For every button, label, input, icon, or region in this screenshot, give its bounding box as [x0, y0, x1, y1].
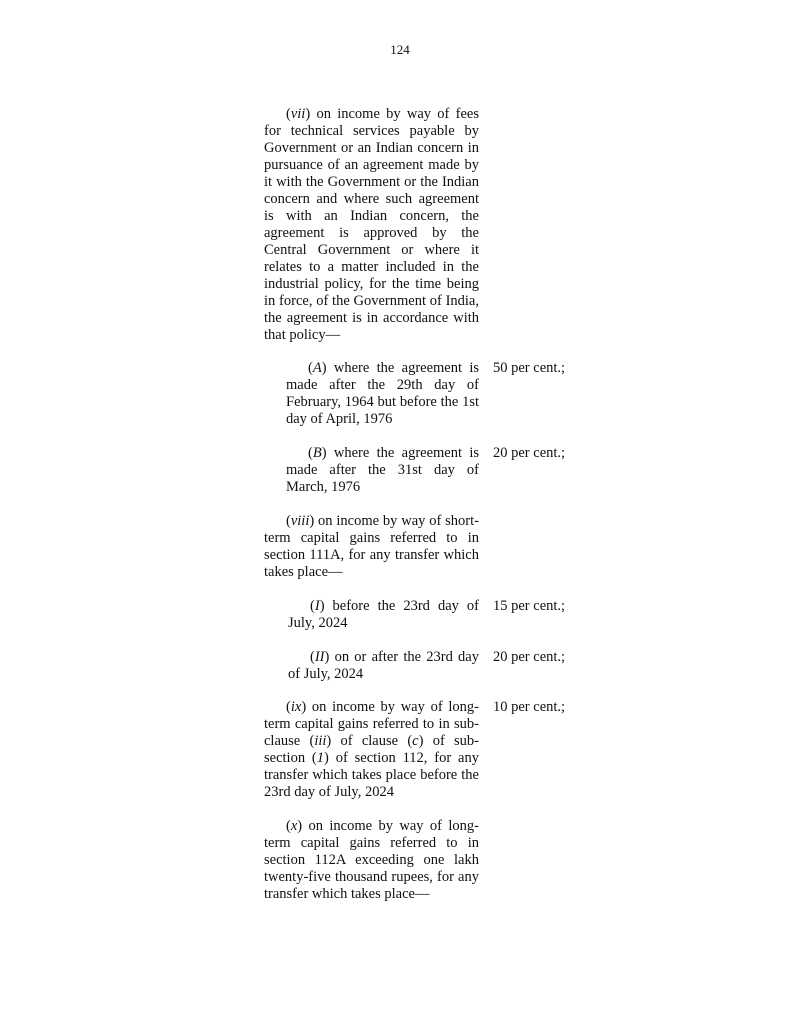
clause-ix: (ix) on income by way of long-term capital gains referred to in sub-clause (iii) of clause (c) of sub-section (1) of section 112, for any transfer which takes place before the 23rd day of July, 2024	[264, 699, 480, 800]
clause-x: (x) on income by way of long-term capital gains referred to in section 112A exceeding one lakh twenty-five thousand rupees, for any transfer which takes place—	[264, 818, 479, 902]
clause-ix-text-2: ) of clause (	[326, 733, 413, 749]
subclause-vii-b-marker: B	[312, 445, 322, 461]
subclause-viii-ii-marker: II	[314, 649, 325, 665]
clause-viii-text: on income by way of short-term capital gains referred to in section 111A, for any transfer which takes place—	[264, 513, 479, 580]
page-number: 124	[390, 42, 410, 57]
clause-x-text: on income by way of long-term capital gains referred to in section 112A exceeding one lakh twenty-five thousand rupees, for any transfer which takes place—	[264, 818, 479, 902]
clause-ix-marker: ix	[290, 699, 302, 715]
clause-ix-ref-clause: c	[412, 733, 419, 749]
subclause-viii-i-marker: I	[314, 598, 320, 614]
clause-vii-text: on income by way of fees for technical services payable by Government or an Indian concern in pursuance of an agreement made by it with the Government or the Indian concern and where such agreement is with an Indian concern, the agreement is approved by the Central Government or where it relates to a matter included in the industrial policy, for the time being in force, of the Government of India, the agreement is in accordance with that policy—	[264, 106, 479, 343]
rate-viii-i: 15 per cent.;	[493, 598, 566, 614]
clause-ix-text-3: ) of sub-section (	[264, 733, 480, 766]
subclause-viii-i-text: before the 23rd day of July, 2024	[288, 598, 479, 631]
clause-ix-ref-subclause: iii	[314, 733, 327, 749]
clause-vii: (vii) on income by way of fees for technical services payable by Government or an Indian concern in pursuance of an agreement made by it with the Government or the Indian concern and where such agreement is with an Indian concern, the agreement is approved by the Central Government or where it relates to a matter included in the industrial policy, for the time being in force, of the Government of India, the agreement is in accordance with that policy—	[264, 106, 479, 343]
rate-vii-a: 50 per cent.;	[493, 360, 566, 376]
clause-x-marker: x	[290, 818, 298, 834]
subclause-viii-ii-text: on or after the 23rd day of July, 2024	[288, 649, 479, 682]
subclause-vii-a: (A) where the agreement is made after the 29th day of February, 1964 but before the 1st day of April, 1976	[286, 360, 479, 427]
clause-viii: (viii) on income by way of short-term capital gains referred to in section 111A, for any transfer which takes place—	[264, 513, 479, 580]
subclause-viii-i: (I) before the 23rd day of July, 2024	[288, 598, 479, 631]
subclause-viii-ii: (II) on or after the 23rd day of July, 2024	[288, 649, 479, 682]
subclause-vii-b: (B) where the agreement is made after the 31st day of March, 1976	[286, 445, 479, 495]
clause-viii-marker: viii	[290, 513, 310, 529]
subclause-vii-a-marker: A	[312, 360, 322, 376]
subclause-vii-b-text: where the agreement is made after the 31st day of March, 1976	[286, 445, 479, 495]
rate-ix: 10 per cent.;	[493, 699, 566, 715]
clause-ix-ref-subsection: 1	[316, 750, 325, 766]
clause-vii-marker: vii	[290, 106, 306, 122]
clause-ix-text-1: on income by way of long-term capital gains referred to in sub-clause (	[264, 699, 479, 749]
clause-ix-text-4: ) of section 112, for any transfer which takes place before the 23rd day of July, 2024	[264, 750, 479, 800]
subclause-vii-a-text: where the agreement is made after the 29th day of February, 1964 but before the 1st day of April, 1976	[286, 360, 479, 427]
rate-viii-ii: 20 per cent.;	[493, 649, 566, 665]
rate-vii-b: 20 per cent.;	[493, 445, 566, 461]
